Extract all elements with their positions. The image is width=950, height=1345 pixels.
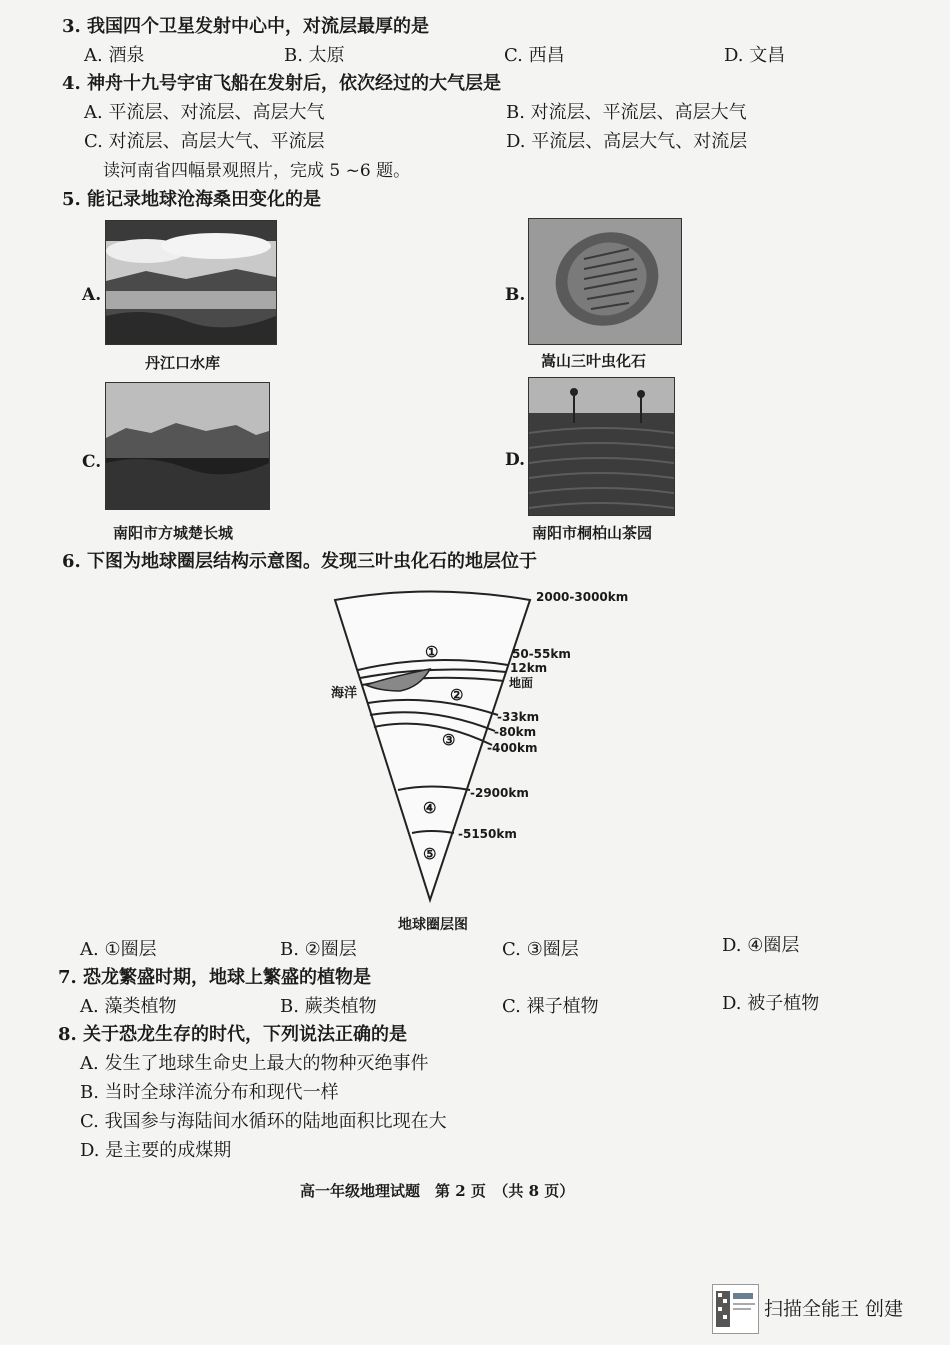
layer-5-marker: ⑤: [423, 845, 437, 863]
page-footer: 高一年级地理试题 第 2 页 （共 8 页）: [300, 1182, 575, 1200]
photo-tea-garden: [528, 377, 675, 516]
q4-option-d: D. 平流层、高层大气、对流层: [506, 131, 748, 152]
scanner-qr-icon: [712, 1284, 759, 1334]
q3-option-a: A. 酒泉: [84, 45, 145, 66]
q8-option-c: C. 我国参与海陆间水循环的陆地面积比现在大: [80, 1111, 447, 1132]
photo-reservoir: [105, 220, 277, 345]
layer-1-marker: ①: [425, 643, 439, 661]
layer-3-marker: ③: [442, 731, 456, 749]
photo-great-wall: [105, 382, 270, 510]
label-2900km: -2900km: [470, 786, 529, 800]
photo-b-letter: B.: [505, 285, 526, 305]
q8-stem: 8. 关于恐龙生存的时代，下列说法正确的是: [58, 1024, 408, 1045]
layer-2-marker: ②: [450, 686, 464, 704]
photo-a-caption: 丹江口水库: [145, 354, 221, 372]
q7-option-c: C. 裸子植物: [502, 996, 599, 1017]
label-400km: -400km: [487, 741, 538, 755]
layer-4-marker: ④: [423, 799, 437, 817]
photo-b-caption: 嵩山三叶虫化石: [541, 352, 647, 370]
q7-option-b: B. 蕨类植物: [280, 996, 377, 1017]
label-12km: 12km: [510, 661, 548, 675]
q7-stem: 7. 恐龙繁盛时期，地球上繁盛的植物是: [58, 967, 372, 988]
q8-option-a: A. 发生了地球生命史上最大的物种灭绝事件: [80, 1053, 429, 1074]
q3-option-c: C. 西昌: [504, 45, 565, 66]
label-2000-3000km: 2000-3000km: [536, 590, 629, 604]
q8-option-d: D. 是主要的成煤期: [80, 1140, 232, 1161]
diagram-title: 地球圈层图: [398, 917, 468, 933]
q4-option-b: B. 对流层、平流层、高层大气: [506, 102, 747, 123]
q3-stem: 3. 我国四个卫星发射中心中，对流层最厚的是: [62, 16, 430, 37]
label-5150km: -5150km: [458, 827, 517, 841]
label-80km: -80km: [494, 725, 537, 739]
photo-d-caption: 南阳市桐柏山茶园: [532, 524, 653, 542]
q6-option-d: D. ④圈层: [722, 935, 800, 956]
photo-c-caption: 南阳市方城楚长城: [113, 524, 234, 542]
q7-option-d: D. 被子植物: [722, 993, 820, 1014]
label-33km: -33km: [497, 710, 540, 724]
q6-stem: 6. 下图为地球圈层结构示意图。发现三叶虫化石的地层位于: [62, 551, 538, 572]
q3-option-b: B. 太原: [284, 45, 345, 66]
label-50-55km: 50-55km: [512, 647, 571, 661]
label-ground: 地面: [509, 676, 534, 690]
q7-option-a: A. 藻类植物: [80, 996, 177, 1017]
photo-trilobite: [528, 218, 682, 345]
q4-option-c: C. 对流层、高层大气、平流层: [84, 131, 325, 152]
photo-d-letter: D.: [505, 450, 526, 470]
q5-stem: 5. 能记录地球沧海桑田变化的是: [62, 189, 322, 210]
q6-option-a: A. ①圈层: [80, 939, 157, 960]
q6-option-b: B. ②圈层: [280, 939, 357, 960]
q4-stem: 4. 神舟十九号宇宙飞船在发射后，依次经过的大气层是: [62, 73, 502, 94]
q6-option-c: C. ③圈层: [502, 939, 579, 960]
scanner-watermark: 扫描全能王 创建: [764, 1298, 904, 1320]
q4-option-a: A. 平流层、对流层、高层大气: [84, 102, 325, 123]
photo-c-letter: C.: [82, 452, 102, 472]
photo-a-letter: A.: [82, 285, 102, 305]
intro-5-6: 读河南省四幅景观照片，完成 5 ~6 题。: [103, 161, 411, 181]
label-ocean: 海洋: [331, 686, 358, 701]
q3-option-d: D. 文昌: [724, 45, 786, 66]
q8-option-b: B. 当时全球洋流分布和现代一样: [80, 1082, 339, 1103]
